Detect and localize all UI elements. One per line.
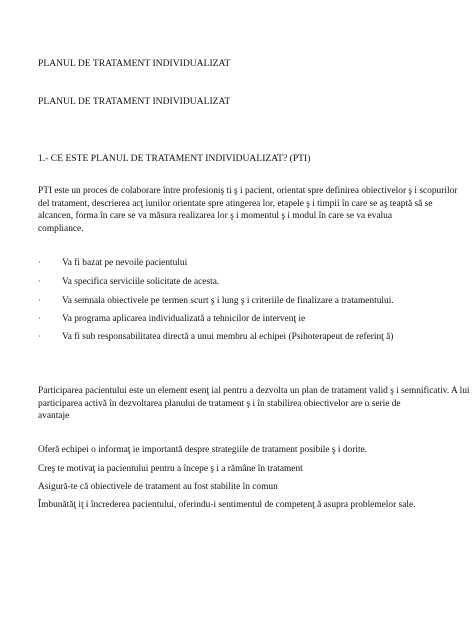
section-heading: 1.- CE ESTE PLANUL DE TRATAMENT INDIVIDUALIZAT? (PTI) <box>38 153 311 164</box>
advantage-item: Creş te motivaţ ia pacientului pentru a începe ş i a rămâne în tratament <box>38 464 303 474</box>
participation-paragraph <box>38 385 470 423</box>
list-item-text: Va semnala obiectivele pe termen scurt ş i lung ş i criteriile de finalizare a tratamentului. <box>62 296 394 306</box>
advantage-item: Asigură-te că obiectivele de tratament au fost stabilite în comun <box>38 482 278 492</box>
list-item <box>38 331 448 344</box>
bullet-icon: · <box>38 296 41 305</box>
list-item <box>38 295 448 308</box>
paragraph-line: Participarea pacientului este un element esenţ ial pentru a dezvolta un plan de tratament valid ş i semnificativ. A lui <box>38 386 470 396</box>
bullet-icon: · <box>38 258 41 267</box>
list-item-text: Va fi sub responsabilitatea directă a unui membru al echipei (Psihoterapeut de referinţ ă) <box>62 332 394 342</box>
document-subtitle: PLANUL DE TRATAMENT INDIVIDUALIZAT <box>38 96 231 107</box>
document-title: PLANUL DE TRATAMENT INDIVIDUALIZAT <box>38 58 231 69</box>
bullet-icon: · <box>38 332 41 341</box>
list-item <box>38 276 448 289</box>
paragraph-line: participarea activă în dezvoltarea planului de tratament ş i în stabilirea obiectivelor are o serie de <box>38 398 401 409</box>
list-item <box>38 257 448 270</box>
paragraph-line: alcancen, forma în care se va măsura realizarea lor ş i momentul ş i modul în care se va evalua <box>38 211 393 221</box>
paragraph-line: compliance. <box>38 223 84 234</box>
bullet-icon: · <box>38 314 41 323</box>
list-item <box>38 313 448 326</box>
bullet-icon: · <box>38 277 41 286</box>
intro-paragraph <box>38 185 458 235</box>
paragraph-line: PTI este un proces de colaborare între profesioniş ti ş i pacient, orientat spre definirea obiectivelor ş i scopurilor <box>38 186 458 196</box>
advantage-item: Oferă echipei o informaţ ie importantă despre strategiile de tratament posibile ş i dorite. <box>38 445 368 455</box>
list-item-text: Va programa aplicarea individualizată a tehnicilor de intervenţ ie <box>62 314 306 324</box>
list-item-text: Va specifica serviciile solicitate de acesta. <box>62 277 220 287</box>
list-item-text: Va fi bazat pe nevoile pacientului <box>62 258 188 268</box>
paragraph-line: del tratament, descrierea acţ iunilor orientate spre atingerea lor, etapele ş i timpii în care se aş teaptă să se <box>38 198 433 209</box>
paragraph-line: avantaje <box>38 411 70 421</box>
advantage-item: Îmbunătăţ iţ i încrederea pacientului, oferindu-i sentimentul de competenţ ă asupra problemelor sale. <box>38 500 416 510</box>
